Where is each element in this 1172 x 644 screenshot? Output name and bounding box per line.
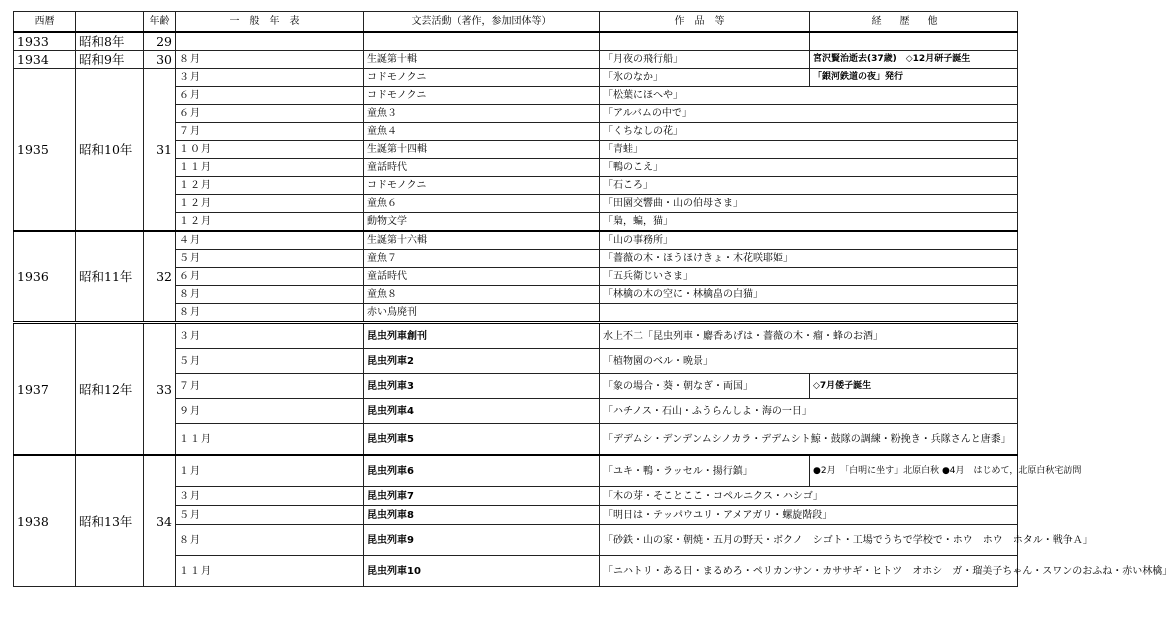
- literary-cell: 生誕第十輯: [364, 51, 600, 69]
- month-cell: ３月: [176, 69, 364, 87]
- literary-cell: 童話時代: [364, 268, 600, 286]
- table-row: [14, 32, 1018, 51]
- month-cell: [176, 32, 364, 51]
- work-cell: 「鴨のこえ」: [600, 159, 1018, 177]
- age-cell: 32: [144, 231, 176, 323]
- month-cell: ５月: [176, 349, 364, 374]
- work-cell: 「デデムシ・デンデンムシノカラ・デデムシト鯨・鼓隊の調練・粉挽き・兵隊さんと唐黍」: [600, 424, 1018, 456]
- work-cell: [600, 304, 1018, 323]
- literary-cell: 赤い鳥廃刊: [364, 304, 600, 323]
- month-cell: １２月: [176, 177, 364, 195]
- literary-cell: コドモノクニ: [364, 177, 600, 195]
- literary-cell: [364, 32, 600, 51]
- age-cell: 34: [144, 455, 176, 587]
- literary-cell: 童魚６: [364, 195, 600, 213]
- literary-cell: 童魚７: [364, 250, 600, 268]
- literary-cell: 昆虫列車6: [364, 455, 600, 487]
- work-cell: 「梟，蝙，猫」: [600, 213, 1018, 232]
- literary-cell: 童魚４: [364, 123, 600, 141]
- literary-cell: コドモノクニ: [364, 69, 600, 87]
- era-cell: 昭和12年: [76, 323, 144, 456]
- work-cell: 「象の場合・葵・朝なぎ・両国」: [600, 374, 810, 399]
- work-cell: 「青蛙」: [600, 141, 1018, 159]
- header-era: [76, 12, 144, 33]
- work-cell: 「松葉にほへや」: [600, 87, 1018, 105]
- year-cell: 1933: [14, 32, 76, 51]
- month-cell: ８月: [176, 51, 364, 69]
- literary-cell: 昆虫列車7: [364, 487, 600, 506]
- literary-cell: 昆虫列車4: [364, 399, 600, 424]
- literary-cell: コドモノクニ: [364, 87, 600, 105]
- literary-cell: 動物文学: [364, 213, 600, 232]
- month-cell: ５月: [176, 250, 364, 268]
- month-cell: ３月: [176, 323, 364, 349]
- literary-cell: 童魚３: [364, 105, 600, 123]
- month-cell: ６月: [176, 105, 364, 123]
- table-row: [14, 231, 1018, 250]
- month-cell: ８月: [176, 525, 364, 556]
- work-cell: 「アルバムの中で」: [600, 105, 1018, 123]
- work-cell: 「五兵衛じいさま」: [600, 268, 1018, 286]
- month-cell: ８月: [176, 304, 364, 323]
- month-cell: １２月: [176, 195, 364, 213]
- work-cell: 「植物園のベル・晩景」: [600, 349, 1018, 374]
- work-cell: 「田園交響曲・山の伯母さま」: [600, 195, 1018, 213]
- era-cell: 昭和8年: [76, 32, 144, 51]
- month-cell: １２月: [176, 213, 364, 232]
- literary-cell: 生誕第十六輯: [364, 231, 600, 250]
- table-row: [14, 69, 1018, 87]
- month-cell: ８月: [176, 286, 364, 304]
- work-cell: 「氷のなか」: [600, 69, 810, 87]
- year-cell: 1934: [14, 51, 76, 69]
- literary-cell: 昆虫列車9: [364, 525, 600, 556]
- literary-cell: 昆虫列車創刊: [364, 323, 600, 349]
- month-cell: １０月: [176, 141, 364, 159]
- month-cell: １１月: [176, 159, 364, 177]
- table-row: [14, 323, 1018, 349]
- work-cell: 「月夜の飛行船」: [600, 51, 810, 69]
- age-cell: 29: [144, 32, 176, 51]
- header-row: [14, 12, 1018, 33]
- table-row: [14, 51, 1018, 69]
- month-cell: ５月: [176, 506, 364, 525]
- month-cell: ７月: [176, 123, 364, 141]
- age-cell: 33: [144, 323, 176, 456]
- literary-cell: 昆虫列車5: [364, 424, 600, 456]
- year-cell: 1936: [14, 231, 76, 323]
- work-cell: 「くちなしの花」: [600, 123, 1018, 141]
- work-cell: 水上不二「昆虫列車・麝香あげは・薔薇の木・瘤・蜂のお酒」: [600, 323, 1018, 349]
- work-cell: 「山の事務所」: [600, 231, 1018, 250]
- era-cell: 昭和11年: [76, 231, 144, 323]
- work-cell: 「木の芽・そことここ・コペルニクス・ハシゴ」: [600, 487, 1018, 506]
- month-cell: ９月: [176, 399, 364, 424]
- year-cell: 1938: [14, 455, 76, 587]
- month-cell: ６月: [176, 268, 364, 286]
- literary-cell: 昆虫列車3: [364, 374, 600, 399]
- header-general: 一般年表: [176, 12, 364, 33]
- month-cell: １１月: [176, 424, 364, 456]
- literary-cell: 童魚８: [364, 286, 600, 304]
- literary-cell: 昆虫列車10: [364, 556, 600, 587]
- month-cell: １月: [176, 455, 364, 487]
- era-cell: 昭和10年: [76, 69, 144, 232]
- career-cell: 「銀河鉄道の夜」発行: [810, 69, 1018, 87]
- month-cell: ３月: [176, 487, 364, 506]
- work-cell: 「砂鉄・山の家・朝焼・五月の野天・ボクノ シゴト・工場でうちで学校で・ホウ ホウ ホタル・戦争Ａ」: [600, 525, 1018, 556]
- career-cell: [810, 32, 1018, 51]
- career-cell: ◇7月倭子誕生: [810, 374, 1018, 399]
- table-row: [14, 455, 1018, 487]
- work-cell: [600, 32, 810, 51]
- literary-cell: 生誕第十四輯: [364, 141, 600, 159]
- header-works: 作品等: [600, 12, 810, 33]
- era-cell: 昭和9年: [76, 51, 144, 69]
- month-cell: １１月: [176, 556, 364, 587]
- work-cell: 「ユキ・鴨・ラッセル・揚行鎮」: [600, 455, 810, 487]
- header-literary: 文芸活動（著作，参加団体等）: [364, 12, 600, 33]
- era-cell: 昭和13年: [76, 455, 144, 587]
- career-cell: 宮沢賢治逝去(37歳) ◇12月研子誕生: [810, 51, 1018, 69]
- header-career: 経歴他: [810, 12, 1018, 33]
- age-cell: 31: [144, 69, 176, 232]
- month-cell: ７月: [176, 374, 364, 399]
- year-cell: 1935: [14, 69, 76, 232]
- work-cell: 「林檎の木の空に・林檎畠の白猫」: [600, 286, 1018, 304]
- chronology-page: [13, 11, 1172, 587]
- work-cell: 「石ころ」: [600, 177, 1018, 195]
- work-cell: 「明日は・テッパウユリ・アメアガリ・螺旋階段」: [600, 506, 1018, 525]
- literary-cell: 昆虫列車8: [364, 506, 600, 525]
- career-cell: ●2月 「白明に坐す」北原白秋 ●4月 はじめて，北原白秋宅訪問: [810, 455, 1018, 487]
- header-age: 年齢: [144, 12, 176, 33]
- chronology-table: [13, 11, 1172, 587]
- year-cell: 1937: [14, 323, 76, 456]
- work-cell: 「薔薇の木・ほうほけきょ・木花咲耶姫」: [600, 250, 1018, 268]
- work-cell: 「ニハトリ・ある日・まるめろ・ペリカンサン・カササギ・ヒトツ オホシ ガ・瑠美子ちゃん・スワンのおふね・赤い林檎」: [600, 556, 1018, 587]
- header-seireki: 西暦: [14, 12, 76, 33]
- literary-cell: 童話時代: [364, 159, 600, 177]
- work-cell: 「ハチノス・石山・ふうらんしよ・海の一日」: [600, 399, 1018, 424]
- month-cell: ４月: [176, 231, 364, 250]
- age-cell: 30: [144, 51, 176, 69]
- literary-cell: 昆虫列車2: [364, 349, 600, 374]
- month-cell: ６月: [176, 87, 364, 105]
